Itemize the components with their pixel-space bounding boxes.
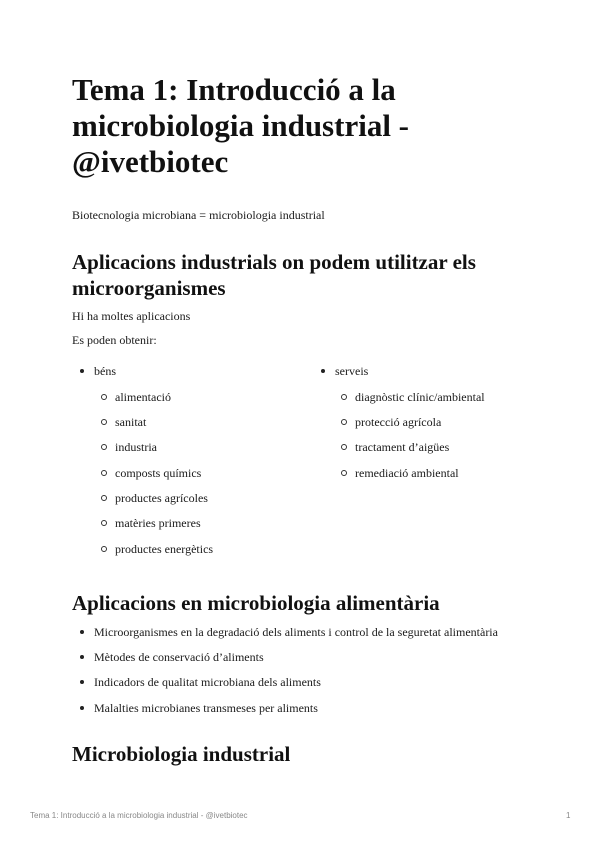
list-item-serveis (335, 363, 368, 379)
sub-list-item (355, 389, 485, 405)
sub-list-item (115, 465, 201, 481)
sub-list-item (115, 389, 171, 405)
page-number: 1 (566, 811, 571, 820)
sub-list-item-label: composts químics (115, 466, 202, 480)
section-heading-food-microbiology: Aplicacions en microbiologia alimentària (72, 591, 440, 615)
sub-list-item-label: industria (115, 440, 157, 454)
sub-list-item (355, 439, 449, 455)
sub-list-item-label: protecció agrícola (355, 415, 442, 429)
bullet-icon (80, 369, 84, 373)
sub-list-item-label: productes energètics (115, 542, 214, 556)
circle-bullet-icon (341, 470, 347, 476)
list-item-bens (94, 363, 116, 379)
sub-list-item-label: alimentació (115, 390, 171, 404)
circle-bullet-icon (101, 419, 107, 425)
sub-list-item (115, 541, 213, 557)
sub-list-item (355, 414, 441, 430)
sub-list-item-label: productes agrícoles (115, 491, 208, 505)
sub-list-item (115, 439, 157, 455)
list-item-label: Microorganismes en la degradació dels aliments i control de la seguretat alimentària (94, 625, 498, 639)
circle-bullet-icon (341, 419, 347, 425)
circle-bullet-icon (101, 470, 107, 476)
sub-list-item (115, 490, 208, 506)
circle-bullet-icon (101, 394, 107, 400)
section-heading-industrial-microbiology: Microbiologia industrial (72, 742, 291, 766)
bullet-icon (80, 680, 84, 684)
circle-bullet-icon (341, 394, 347, 400)
circle-bullet-icon (101, 520, 107, 526)
bullet-icon (80, 655, 84, 659)
circle-bullet-icon (101, 495, 107, 501)
list-item (94, 624, 498, 640)
list-item (94, 674, 321, 690)
circle-bullet-icon (101, 546, 107, 552)
sub-list-item-label: tractament d’aigües (355, 440, 450, 454)
list-item (94, 700, 318, 716)
sub-list-item-label: matèries primeres (115, 516, 201, 530)
sub-list-item (355, 465, 459, 481)
bullet-icon (80, 630, 84, 634)
list-item-label: Mètodes de conservació d’aliments (94, 650, 264, 664)
circle-bullet-icon (101, 444, 107, 450)
list-item-label: serveis (335, 364, 369, 378)
sub-list-item (115, 515, 201, 531)
list-item-label: Indicadors de qualitat microbiana dels aliments (94, 675, 321, 689)
sub-list-item (115, 414, 146, 430)
circle-bullet-icon (341, 444, 347, 450)
list-item (94, 649, 264, 665)
sub-list-item-label: sanitat (115, 415, 147, 429)
footer-title: Tema 1: Introducció a la microbiologia industrial - @ivetbiotec (30, 811, 248, 820)
paragraph-can-obtain: Es poden obtenir: (72, 333, 157, 347)
sub-list-item-label: remediació ambiental (355, 466, 459, 480)
section-heading-applications: Aplicacions industrials on podem utilitzar els microorganismes (72, 250, 476, 300)
bullet-icon (321, 369, 325, 373)
bullet-icon (80, 706, 84, 710)
sub-list-item-label: diagnòstic clínic/ambiental (355, 390, 485, 404)
list-item-label: Malalties microbianes transmeses per aliments (94, 701, 318, 715)
paragraph-many-applications: Hi ha moltes aplicacions (72, 309, 191, 323)
list-item-label: béns (94, 364, 116, 378)
page-title: Tema 1: Introducció a la microbiologia industrial - @ivetbiotec (72, 72, 410, 179)
intro-text: Biotecnologia microbiana = microbiologia industrial (72, 208, 325, 222)
